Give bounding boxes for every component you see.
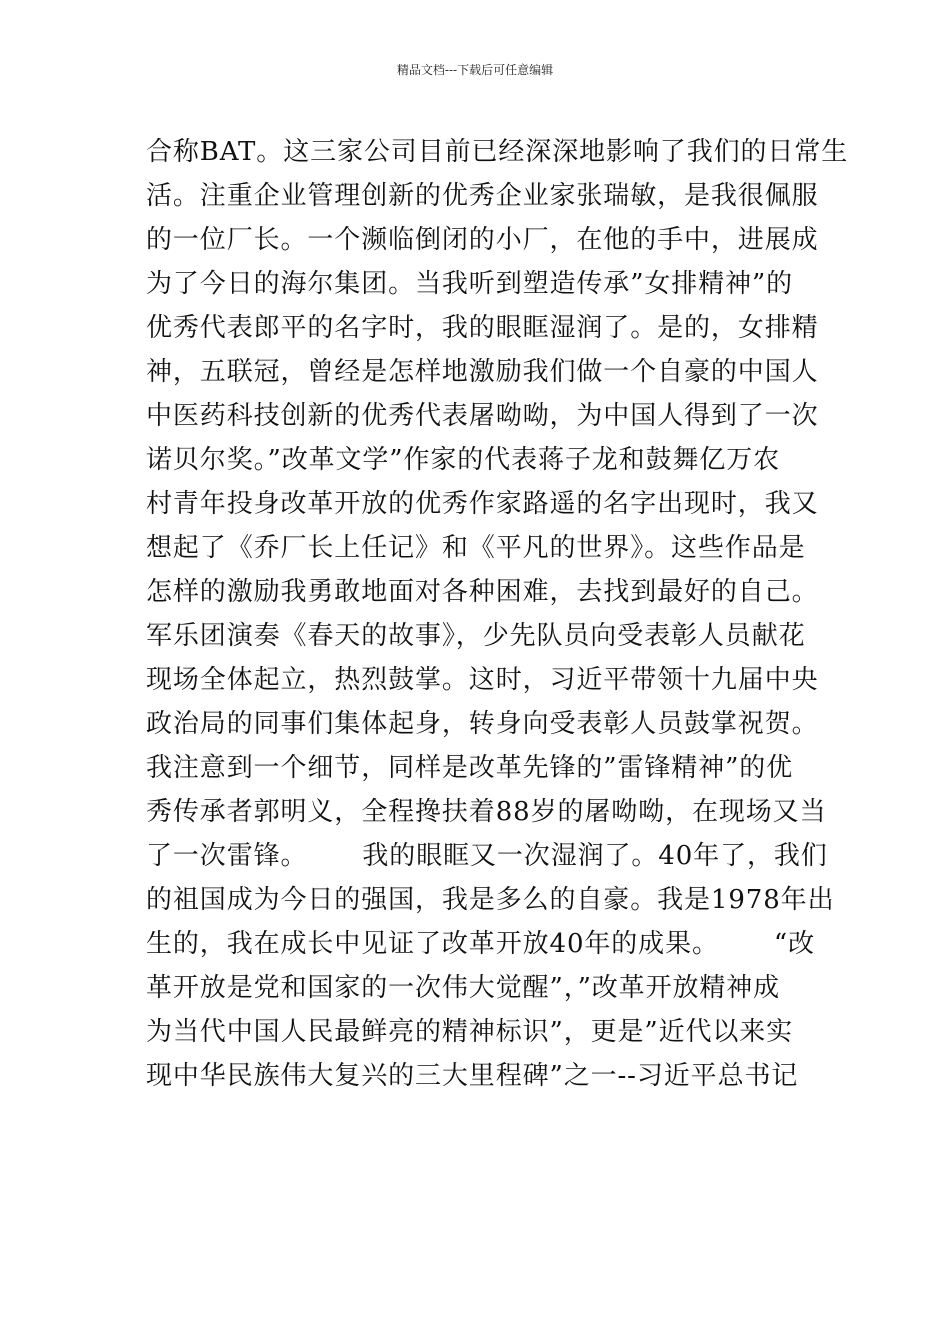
text-line: 诺贝尔奖。”改革文学”作家的代表蒋子龙和鼓舞亿万农 bbox=[146, 445, 781, 475]
text-line: 的祖国成为今日的强国，我是多么的自豪。我是1978年出 bbox=[146, 885, 835, 915]
text-line: 合称BAT。这三家公司目前已经深深地影响了我们的日常生 bbox=[146, 137, 849, 167]
text-line: 为当代中国人民最鲜亮的精神标识”，更是”近代以来实 bbox=[146, 1017, 794, 1047]
text-line: 怎样的激励我勇敢地面对各种困难，去找到最好的自己。 bbox=[146, 577, 819, 607]
text-line: 现中华民族伟大复兴的三大里程碑”之一--习近平总书记 bbox=[146, 1061, 799, 1091]
text-line: 为了今日的海尔集团。当我听到塑造传承”女排精神”的 bbox=[146, 269, 794, 299]
body-text bbox=[146, 130, 849, 1098]
text-line: 神，五联冠，曾经是怎样地激励我们做一个自豪的中国人 bbox=[146, 357, 819, 387]
text-line: 生的，我在成长中见证了改革开放40年的成果。 “改 bbox=[146, 929, 815, 959]
text-line: 了一次雷锋。 我的眼眶又一次湿润了。40年了，我们 bbox=[146, 841, 828, 871]
text-line: 秀传承者郭明义，全程搀扶着88岁的屠呦呦，在现场又当 bbox=[146, 797, 827, 827]
page-header: 精品文档---下载后可任意编辑 bbox=[396, 63, 554, 77]
text-line: 村青年投身改革开放的优秀作家路遥的名字出现时，我又 bbox=[146, 489, 819, 519]
text-line: 我注意到一个细节，同样是改革先锋的”雷锋精神”的优 bbox=[146, 753, 794, 783]
text-line: 优秀代表郎平的名字时，我的眼眶湿润了。是的，女排精 bbox=[146, 313, 819, 343]
text-line: 中医药科技创新的优秀代表屠呦呦，为中国人得到了一次 bbox=[146, 401, 819, 431]
text-line: 想起了《乔厂长上任记》和《平凡的世界》。这些作品是 bbox=[146, 533, 806, 563]
text-line: 的一位厂长。一个濒临倒闭的小厂，在他的手中，进展成 bbox=[146, 225, 819, 255]
text-line: 革开放是党和国家的一次伟大觉醒”，”改革开放精神成 bbox=[146, 973, 781, 1003]
text-line: 军乐团演奏《春天的故事》，少先队员向受表彰人员献花 bbox=[146, 621, 806, 651]
text-line: 现场全体起立，热烈鼓掌。这时，习近平带领十九届中央 bbox=[146, 665, 819, 695]
text-line: 政治局的同事们集体起身，转身向受表彰人员鼓掌祝贺。 bbox=[146, 709, 819, 739]
text-line: 活。注重企业管理创新的优秀企业家张瑞敏，是我很佩服 bbox=[146, 181, 819, 211]
